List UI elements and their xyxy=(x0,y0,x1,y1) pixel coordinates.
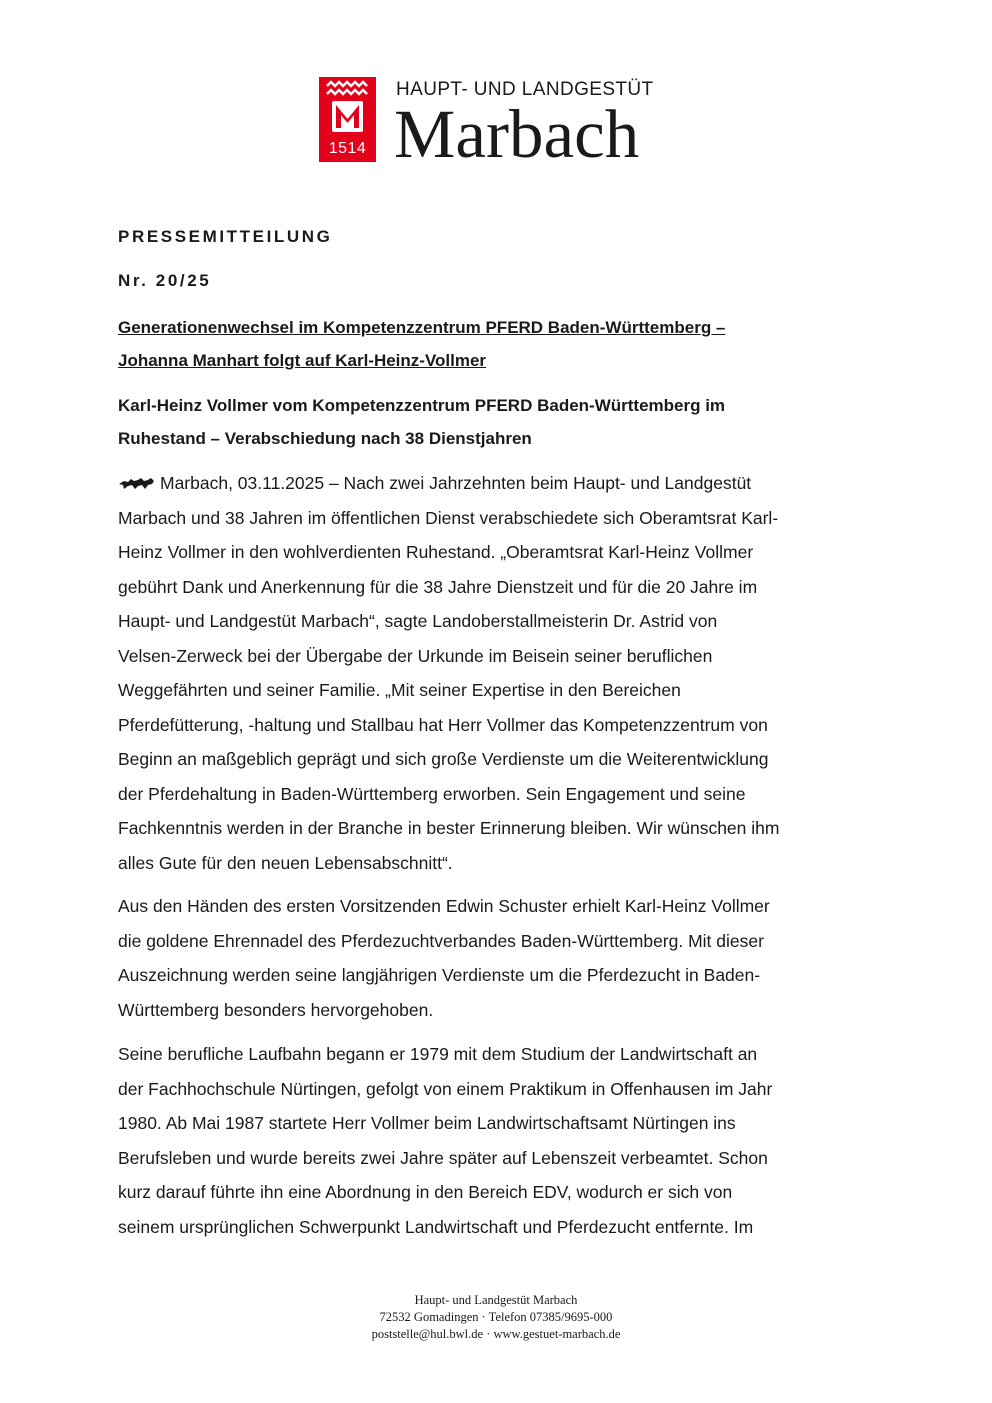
footer-organization: Haupt- und Landgestüt Marbach xyxy=(414,1293,578,1307)
headline-line: Generationenwechsel im Kompetenzzentrum PFERD Baden-Württemberg – xyxy=(118,318,726,337)
paragraph-line: die goldene Ehrennadel des Pferdezuchtverbandes Baden-Württemberg. Mit dieser xyxy=(118,930,764,951)
footer-address-phone: 72532 Gomadingen · Telefon 07385/9695-000 xyxy=(379,1310,613,1324)
paragraph-line: Heinz Vollmer in den wohlverdienten Ruhestand. „Oberamtsrat Karl-Heinz Vollmer xyxy=(118,542,754,562)
paragraph-line: Fachkenntnis werden in der Branche in bester Erinnerung bleiben. Wir wünschen ihm xyxy=(118,818,780,838)
paragraph-line: seinem ursprünglichen Schwerpunkt Landwirtschaft und Pferdezucht entfernte. Im xyxy=(118,1216,754,1237)
paragraph-line: Haupt- und Landgestüt Marbach“, sagte Landoberstallmeisterin Dr. Astrid von xyxy=(118,611,718,631)
paragraph-line: Aus den Händen des ersten Vorsitzenden Edwin Schuster erhielt Karl-Heinz Vollmer xyxy=(118,896,770,916)
paragraph-2 xyxy=(118,889,878,1027)
paragraph-line: Berufsleben und wurde bereits zwei Jahre später auf Lebenszeit verbeamtet. Schon xyxy=(118,1147,768,1168)
brand-logo xyxy=(319,77,679,172)
logo-subtitle: HAUPT- UND LANDGESTÜT xyxy=(396,79,654,100)
marbach-crest-icon xyxy=(319,77,376,162)
paragraph-line: Velsen-Zerweck bei der Übergabe der Urkunde im Beisein seiner beruflichen xyxy=(118,645,713,666)
crest-year: 1514 xyxy=(328,140,367,157)
paragraph-text: Marbach, 03.11.2025 – Nach zwei Jahrzehnten beim Haupt- und Landgestüt xyxy=(160,473,752,493)
page-footer xyxy=(0,1292,992,1343)
horse-emblem-icon xyxy=(118,475,156,490)
headline-line: Johanna Manhart folgt auf Karl-Heinz-Vollmer xyxy=(118,351,487,370)
logo-title: Marbach xyxy=(394,96,640,172)
paragraph-line: Auszeichnung werden seine langjährigen Verdienste um die Pferdezucht in Baden- xyxy=(118,965,761,985)
paragraph-line xyxy=(118,466,878,501)
subheadline xyxy=(118,389,878,455)
headline xyxy=(118,311,878,377)
paragraph-line: Beginn an maßgeblich geprägt und sich große Verdienste um die Weiterentwicklung xyxy=(118,749,769,769)
subheadline-line: Ruhestand – Verabschiedung nach 38 Dienstjahren xyxy=(118,429,532,448)
paragraph-line: 1980. Ab Mai 1987 startete Herr Vollmer beim Landwirtschaftsamt Nürtingen ins xyxy=(118,1113,736,1133)
paragraph-line: Pferdefütterung, -haltung und Stallbau hat Herr Vollmer das Kompetenzzentrum von xyxy=(118,714,768,735)
paragraph-line: der Pferdehaltung in Baden-Württemberg erworben. Sein Engagement und seine xyxy=(118,783,746,804)
footer-email-web: poststelle@hul.bwl.de · www.gestuet-marbach.de xyxy=(371,1327,621,1341)
document-kicker: PRESSEMITTEILUNG xyxy=(118,227,333,246)
subheadline-line: Karl-Heinz Vollmer vom Kompetenzzentrum PFERD Baden-Württemberg im xyxy=(118,396,726,415)
paragraph-3 xyxy=(118,1037,878,1244)
paragraph-line: Marbach und 38 Jahren im öffentlichen Dienst verabschiedete sich Oberamtsrat Karl- xyxy=(118,507,779,528)
paragraph-1 xyxy=(118,466,878,880)
paragraph-line: gebührt Dank und Anerkennung für die 38 Jahre Dienstzeit und für die 20 Jahre im xyxy=(118,576,758,597)
paragraph-line: kurz darauf führte ihn eine Abordnung in den Bereich EDV, wodurch er sich von xyxy=(118,1182,733,1202)
paragraph-line: Seine berufliche Laufbahn begann er 1979 mit dem Studium der Landwirtschaft an xyxy=(118,1044,758,1064)
paragraph-line: Württemberg besonders hervorgehoben. xyxy=(118,999,434,1020)
paragraph-line: Weggefährten und seiner Familie. „Mit seiner Expertise in den Bereichen xyxy=(118,680,681,700)
paragraph-line: alles Gute für den neuen Lebensabschnitt“. xyxy=(118,852,453,873)
paragraph-line: der Fachhochschule Nürtingen, gefolgt von einem Praktikum in Offenhausen im Jahr xyxy=(118,1078,773,1099)
press-release-number: Nr. 20/25 xyxy=(118,271,212,290)
